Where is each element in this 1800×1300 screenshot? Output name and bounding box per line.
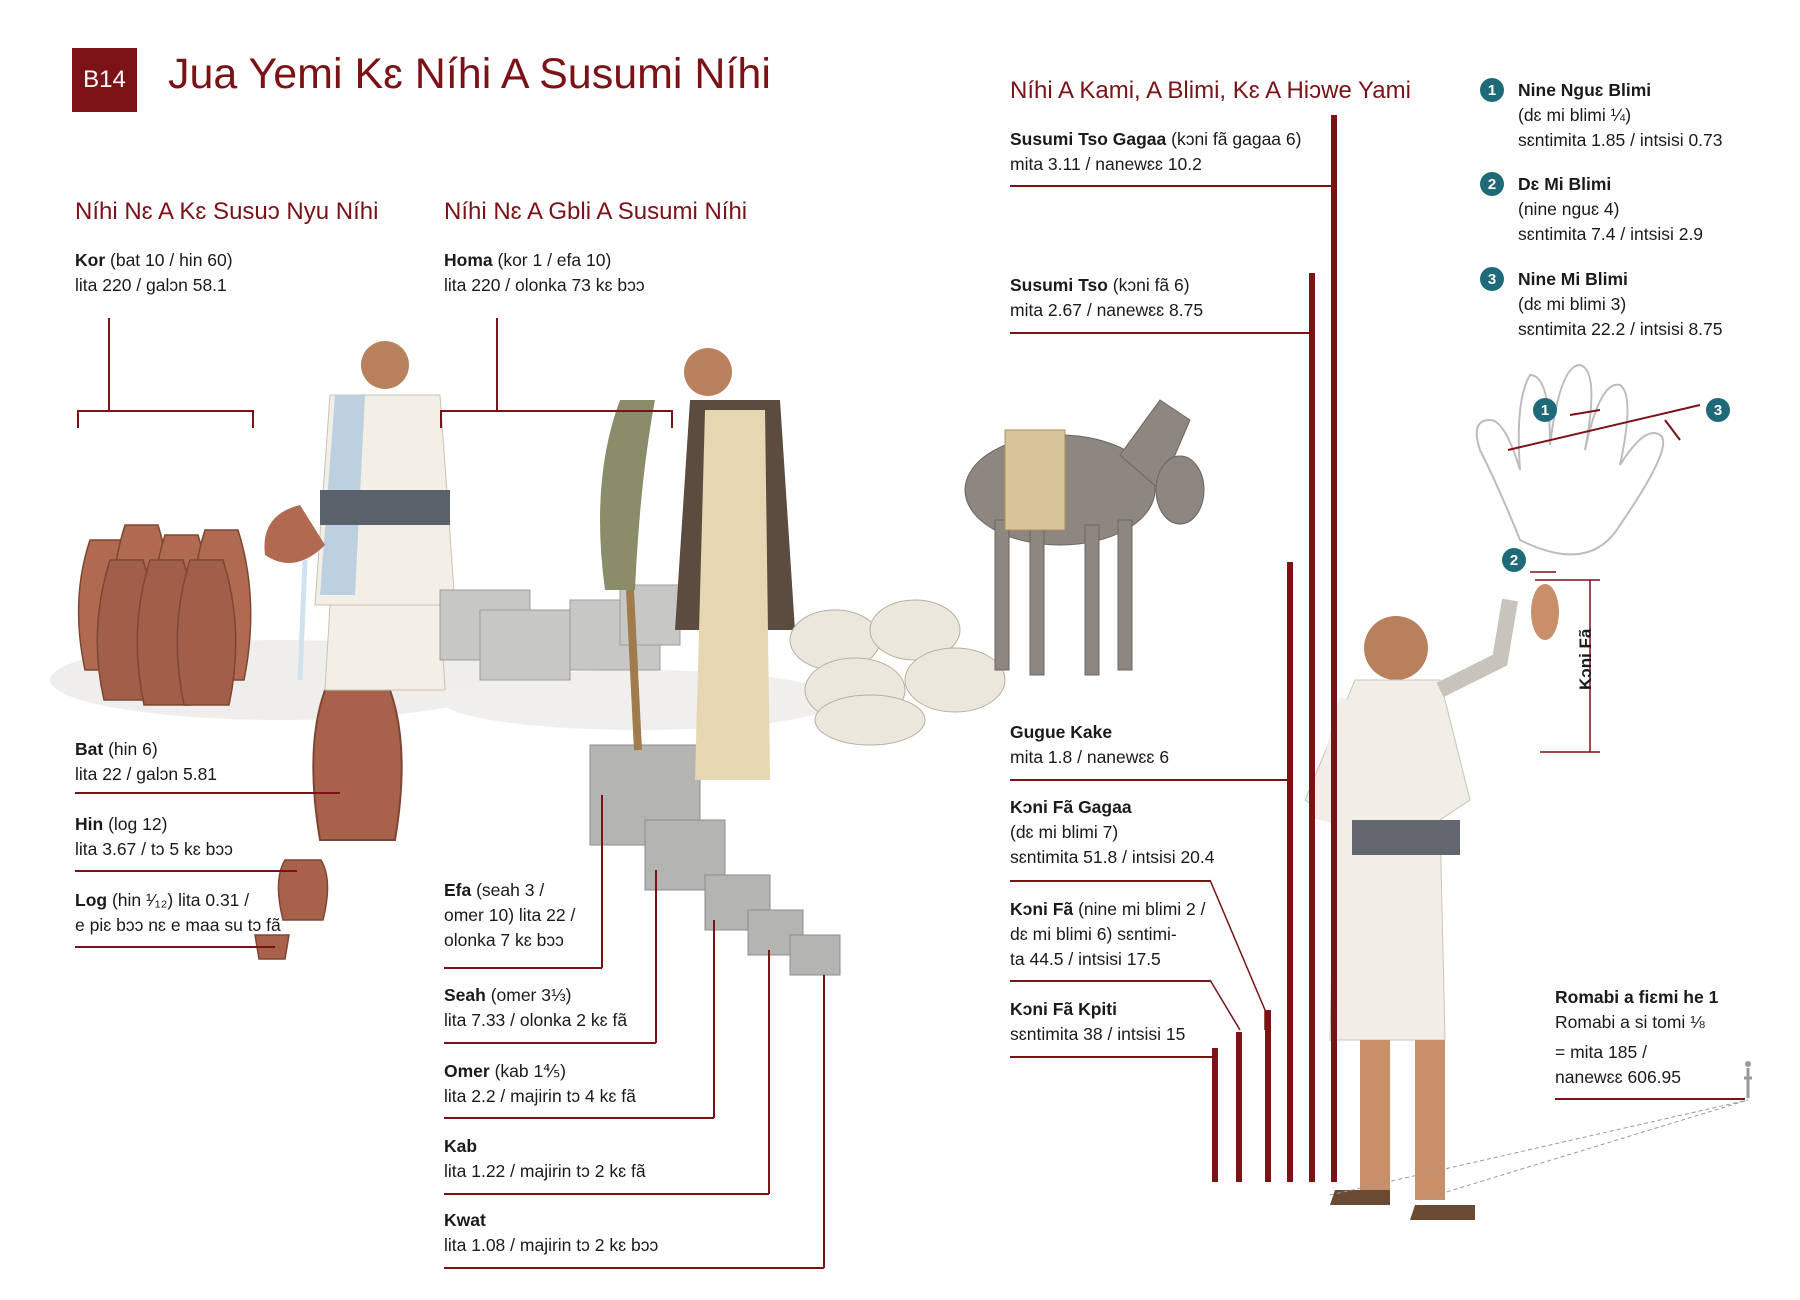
label-handbreadth: Dɛ Mi Blimi (nine nguɛ 4) sɛntimita 7.4 / intsisi 2.9: [1518, 174, 1704, 244]
bar-cubit: [1236, 1032, 1242, 1182]
label-reed-long: Susumi Tso Gagaa (kɔni fã gagaa 6) mita 3.11 / nanewɛɛ 10.2: [1010, 129, 1302, 174]
label-reed: Susumi Tso (kɔni fã 6) mita 2.67 / nanewɛɛ 8.75: [1010, 275, 1204, 320]
label-bat: Bat (hin 6) lita 22 / galɔn 5.81: [75, 739, 218, 784]
page-title: Jua Yemi Kɛ Níhi A Susumi Níhi: [168, 50, 771, 98]
label-kab: Kab lita 1.22 / majirin tɔ 2 kɛ fã: [444, 1136, 646, 1181]
label-roman-value: = mita 185 / nanewɛɛ 606.95: [1555, 1042, 1682, 1087]
label-finger: Nine Nguɛ Blimi (dɛ mi blimi ¼) sɛntimita 1.85 / intsisi 0.73: [1518, 80, 1723, 150]
distant-man-illustration: [1744, 1068, 1752, 1098]
badge-2: 2: [1480, 172, 1504, 196]
bar-cubit-long: [1265, 1010, 1271, 1182]
label-log: Log (hin ¹⁄₁₂) lita 0.31 / e piɛ bɔɔ nɛ e maa su tɔ fã: [75, 890, 281, 935]
kor-bracket: [77, 410, 253, 412]
bar-reed: [1309, 273, 1315, 1182]
pouring-man-illustration: [264, 341, 455, 690]
label-homa: Homa (kor 1 / efa 10) lita 220 / olonka 73 kɛ bɔɔ: [444, 250, 645, 295]
label-kor: Kor (bat 10 / hin 60) lita 220 / galɔn 58.1: [75, 250, 233, 295]
section-badge: B14: [72, 48, 137, 112]
label-cubit: Kɔni Fã (nine mi blimi 2 / dɛ mi blimi 6) sɛntimi- ta 44.5 / intsisi 17.5: [1010, 899, 1206, 969]
badge-3: 3: [1480, 267, 1504, 291]
liquid-heading: Níhi Nɛ A Kɛ Susuɔ Nyu Níhi: [75, 198, 379, 225]
hand-marker-2: 2: [1502, 548, 1526, 572]
grain-bag-illustration: [600, 400, 655, 590]
label-cubit-long: Kɔni Fã Gagaa (dɛ mi blimi 7) sɛntimita 51.8 / intsisi 20.4: [1010, 797, 1215, 867]
jars-illustration: [79, 525, 251, 705]
label-efa: Efa (seah 3 / omer 10) lita 22 / olonka 7 kɛ bɔɔ: [444, 880, 576, 950]
label-fathom: Gugue Kake mita 1.8 / nanewɛɛ 6: [1010, 722, 1170, 767]
label-hin: Hin (log 12) lita 3.67 / tɔ 5 kɛ bɔɔ: [75, 814, 233, 859]
hin-jar-illustration: [278, 860, 327, 920]
label-cubit-short: Kɔni Fã Kpiti sɛntimita 38 / intsisi 15: [1010, 999, 1186, 1044]
label-omer: Omer (kab 1⅘) lita 2.2 / majirin tɔ 4 kɛ fã: [444, 1061, 636, 1106]
bar-reed-long: [1331, 115, 1337, 1182]
label-roman-mile: Romabi a fiɛmi he 1 Romabi a si tomi ⅛: [1555, 987, 1719, 1032]
homa-bracket: [440, 410, 672, 412]
label-span: Nine Mi Blimi (dɛ mi blimi 3) sɛntimita 22.2 / intsisi 8.75: [1518, 269, 1723, 339]
length-heading: Níhi A Kami, A Blimi, Kɛ A Hiɔwe Yami: [1010, 77, 1411, 104]
hand-outline-illustration: [1477, 365, 1664, 554]
donkey-illustration: [965, 400, 1204, 675]
label-kwat: Kwat lita 1.08 / majirin tɔ 2 kɛ bɔɔ: [444, 1210, 659, 1255]
label-seah: Seah (omer 3⅓) lita 7.33 / olonka 2 kɛ fã: [444, 985, 628, 1030]
badge-1: 1: [1480, 78, 1504, 102]
cubit-axis-label: Kɔni Fã: [1576, 628, 1595, 690]
standing-man-illustration: [1305, 584, 1559, 1220]
grain-sacks-illustration: [790, 600, 1005, 745]
hand-marker-1: 1: [1533, 398, 1557, 422]
palm-width-line: [1665, 420, 1680, 440]
bar-cubit-short: [1212, 1048, 1218, 1182]
dry-heading: Níhi Nɛ A Gbli A Susumi Níhi: [444, 198, 748, 225]
bar-fathom: [1287, 562, 1293, 1182]
hand-marker-3: 3: [1706, 398, 1730, 422]
